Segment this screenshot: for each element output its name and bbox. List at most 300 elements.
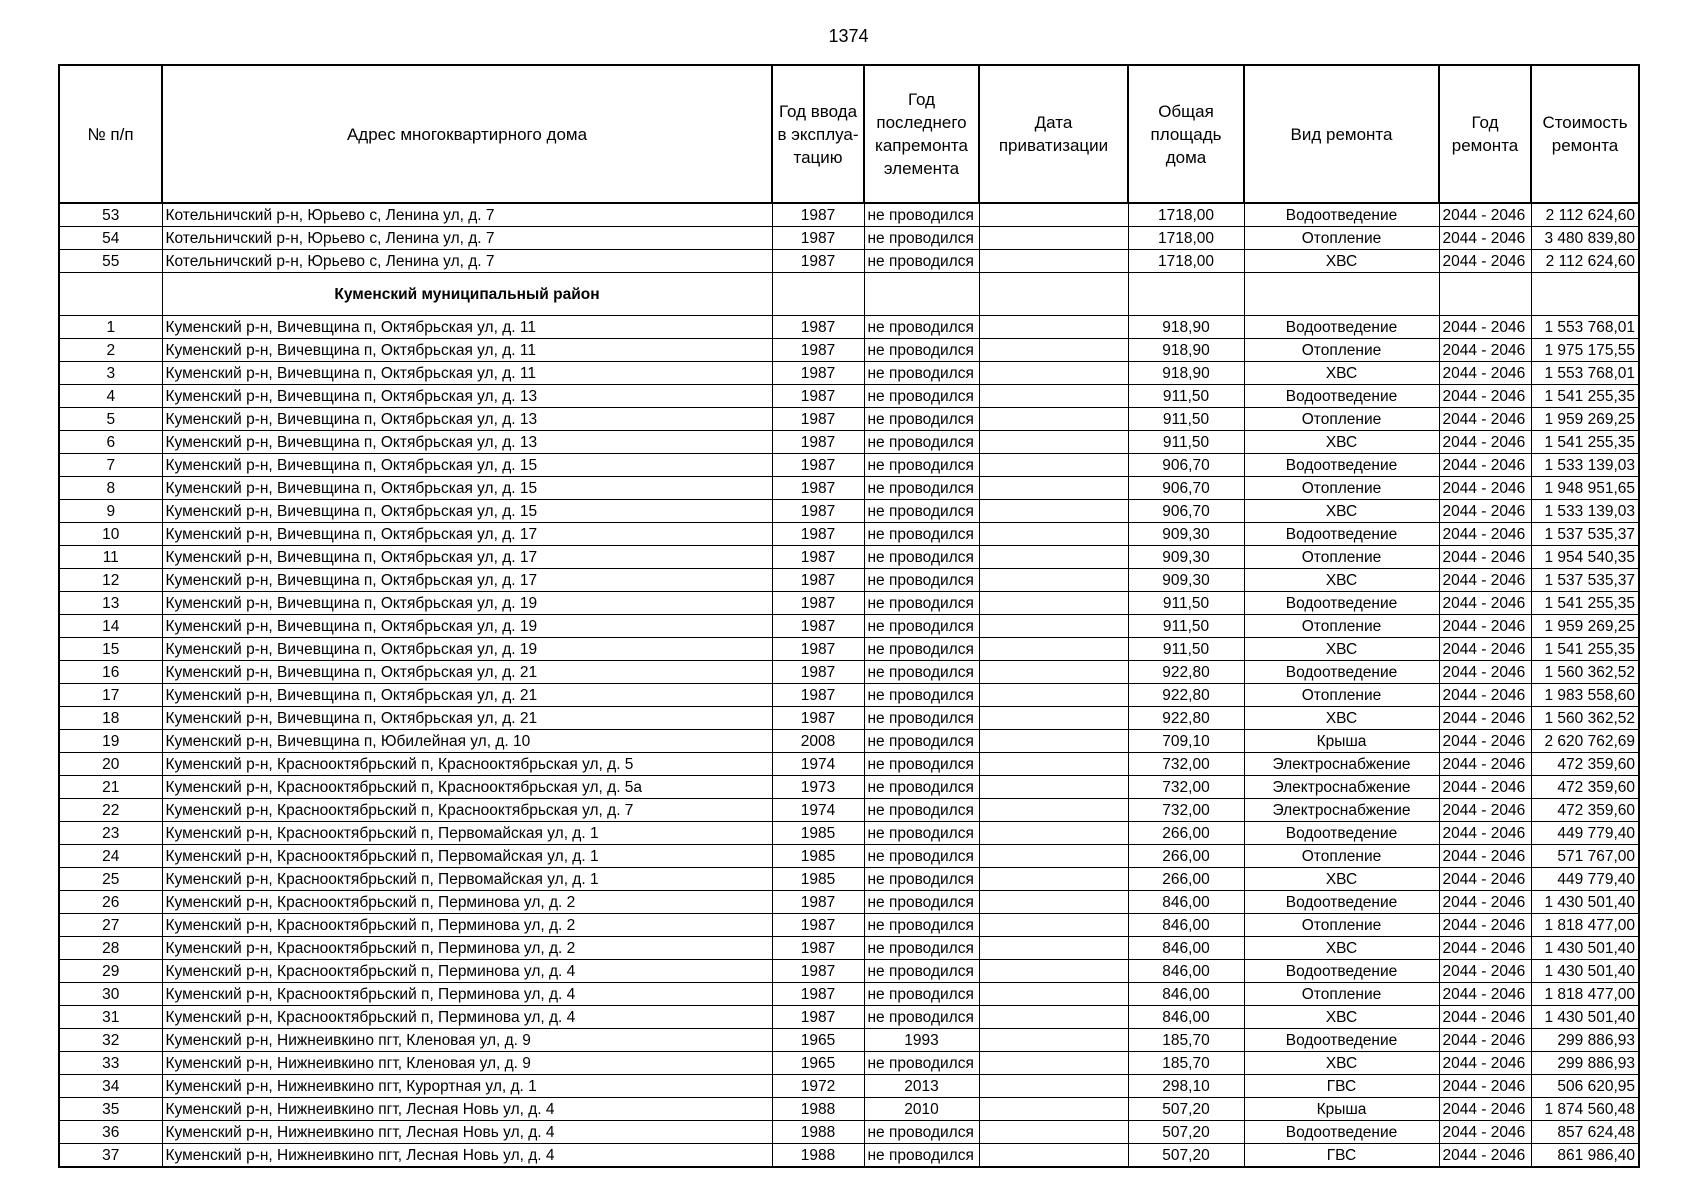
cell-repair-year: 2044 - 2046	[1439, 250, 1531, 273]
table-row	[59, 891, 1639, 914]
cell-area: 911,50	[1128, 615, 1244, 638]
table-row	[59, 799, 1639, 822]
cell-repair-type: ХВС	[1244, 707, 1439, 730]
cell-address: Куменский р-н, Нижнеивкино пгт, Курортная ул, д. 1	[162, 1075, 772, 1098]
cell-num: 10	[59, 523, 162, 546]
table-row	[59, 1144, 1639, 1168]
cell-address: Куменский р-н, Краснооктябрьский п, Перминова ул, д. 4	[162, 983, 772, 1006]
cell-area: 507,20	[1128, 1098, 1244, 1121]
cell-repair-year: 2044 - 2046	[1439, 983, 1531, 1006]
cell-cost: 1 553 768,01	[1531, 316, 1639, 339]
page-number: 1374	[828, 26, 869, 46]
section-empty-cell	[59, 273, 162, 316]
cell-repair-year: 2044 - 2046	[1439, 500, 1531, 523]
cell-area: 909,30	[1128, 569, 1244, 592]
cell-privatization	[979, 845, 1128, 868]
cell-repair-type: ХВС	[1244, 500, 1439, 523]
section-empty-cell	[979, 273, 1128, 316]
cell-cost: 472 359,60	[1531, 776, 1639, 799]
cell-privatization	[979, 316, 1128, 339]
section-empty-cell	[772, 273, 864, 316]
cell-area: 185,70	[1128, 1029, 1244, 1052]
cell-num: 16	[59, 661, 162, 684]
cell-area: 846,00	[1128, 937, 1244, 960]
cell-repair-year: 2044 - 2046	[1439, 937, 1531, 960]
cell-area: 846,00	[1128, 891, 1244, 914]
cell-area: 906,70	[1128, 477, 1244, 500]
table-row	[59, 730, 1639, 753]
cell-last-repair: не проводился	[864, 753, 979, 776]
cell-last-repair: не проводился	[864, 730, 979, 753]
cell-last-repair: не проводился	[864, 316, 979, 339]
cell-area: 266,00	[1128, 822, 1244, 845]
cell-area: 922,80	[1128, 661, 1244, 684]
cell-cost: 1 533 139,03	[1531, 454, 1639, 477]
cell-area: 909,30	[1128, 546, 1244, 569]
cell-repair-type: Отопление	[1244, 914, 1439, 937]
cell-privatization	[979, 914, 1128, 937]
table-row	[59, 615, 1639, 638]
cell-year-built: 1985	[772, 868, 864, 891]
table-row	[59, 1121, 1639, 1144]
cell-last-repair: 1993	[864, 1029, 979, 1052]
table-row	[59, 1006, 1639, 1029]
cell-last-repair: не проводился	[864, 983, 979, 1006]
cell-privatization	[979, 1052, 1128, 1075]
cell-repair-type: Отопление	[1244, 477, 1439, 500]
cell-cost: 449 779,40	[1531, 822, 1639, 845]
cell-repair-type: Водоотведение	[1244, 661, 1439, 684]
cell-address: Куменский р-н, Вичевщина п, Октябрьская ул, д. 15	[162, 477, 772, 500]
cell-num: 14	[59, 615, 162, 638]
cell-year-built: 1965	[772, 1052, 864, 1075]
cell-repair-type: Водоотведение	[1244, 316, 1439, 339]
cell-address: Куменский р-н, Вичевщина п, Октябрьская ул, д. 17	[162, 546, 772, 569]
cell-repair-type: Водоотведение	[1244, 1121, 1439, 1144]
cell-year-built: 1987	[772, 316, 864, 339]
cell-repair-year: 2044 - 2046	[1439, 362, 1531, 385]
cell-repair-year: 2044 - 2046	[1439, 707, 1531, 730]
cell-num: 29	[59, 960, 162, 983]
cell-repair-type: ХВС	[1244, 1006, 1439, 1029]
cell-repair-type: Водоотведение	[1244, 454, 1439, 477]
cell-cost: 861 986,40	[1531, 1144, 1639, 1168]
cell-repair-year: 2044 - 2046	[1439, 477, 1531, 500]
section-empty-cell	[1439, 273, 1531, 316]
cell-num: 6	[59, 431, 162, 454]
cell-last-repair: не проводился	[864, 1052, 979, 1075]
cell-last-repair: не проводился	[864, 569, 979, 592]
table-row	[59, 316, 1639, 339]
cell-address: Куменский р-н, Краснооктябрьский п, Краснооктябрьская ул, д. 5	[162, 753, 772, 776]
cell-cost: 1 959 269,25	[1531, 615, 1639, 638]
cell-num: 12	[59, 569, 162, 592]
cell-repair-year: 2044 - 2046	[1439, 454, 1531, 477]
cell-area: 909,30	[1128, 523, 1244, 546]
cell-repair-type: ГВС	[1244, 1144, 1439, 1168]
cell-year-built: 1973	[772, 776, 864, 799]
cell-address: Куменский р-н, Вичевщина п, Октябрьская ул, д. 19	[162, 592, 772, 615]
cell-privatization	[979, 500, 1128, 523]
cell-repair-year: 2044 - 2046	[1439, 799, 1531, 822]
header-repair-year: Год ремонта	[1439, 65, 1531, 203]
cell-year-built: 1987	[772, 250, 864, 273]
cell-cost: 1 560 362,52	[1531, 661, 1639, 684]
cell-area: 846,00	[1128, 1006, 1244, 1029]
cell-address: Куменский р-н, Вичевщина п, Октябрьская ул, д. 19	[162, 638, 772, 661]
cell-repair-year: 2044 - 2046	[1439, 431, 1531, 454]
cell-last-repair: не проводился	[864, 408, 979, 431]
cell-repair-type: ХВС	[1244, 569, 1439, 592]
cell-repair-type: Отопление	[1244, 684, 1439, 707]
cell-num: 3	[59, 362, 162, 385]
cell-year-built: 1987	[772, 960, 864, 983]
cell-cost: 1 560 362,52	[1531, 707, 1639, 730]
cell-repair-type: Отопление	[1244, 339, 1439, 362]
cell-repair-year: 2044 - 2046	[1439, 1052, 1531, 1075]
cell-repair-type: Отопление	[1244, 546, 1439, 569]
cell-privatization	[979, 227, 1128, 250]
cell-year-built: 1988	[772, 1121, 864, 1144]
cell-area: 1718,00	[1128, 203, 1244, 227]
cell-address: Куменский р-н, Краснооктябрьский п, Перминова ул, д. 2	[162, 937, 772, 960]
cell-last-repair: не проводился	[864, 1006, 979, 1029]
cell-address: Куменский р-н, Краснооктябрьский п, Краснооктябрьская ул, д. 5а	[162, 776, 772, 799]
cell-last-repair: не проводился	[864, 1144, 979, 1168]
table-row	[59, 339, 1639, 362]
cell-year-built: 2008	[772, 730, 864, 753]
cell-num: 11	[59, 546, 162, 569]
cell-cost: 299 886,93	[1531, 1052, 1639, 1075]
cell-last-repair: не проводился	[864, 227, 979, 250]
cell-privatization	[979, 776, 1128, 799]
cell-cost: 1 541 255,35	[1531, 638, 1639, 661]
cell-repair-type: ХВС	[1244, 431, 1439, 454]
cell-num: 31	[59, 1006, 162, 1029]
cell-repair-year: 2044 - 2046	[1439, 914, 1531, 937]
cell-num: 1	[59, 316, 162, 339]
header-privatization: Дата приватизации	[979, 65, 1128, 203]
cell-repair-year: 2044 - 2046	[1439, 1006, 1531, 1029]
cell-num: 8	[59, 477, 162, 500]
cell-num: 54	[59, 227, 162, 250]
cell-year-built: 1987	[772, 914, 864, 937]
cell-privatization	[979, 1121, 1128, 1144]
cell-privatization	[979, 730, 1128, 753]
cell-last-repair: не проводился	[864, 684, 979, 707]
cell-address: Куменский р-н, Вичевщина п, Октябрьская ул, д. 17	[162, 523, 772, 546]
table-row	[59, 914, 1639, 937]
cell-repair-type: ХВС	[1244, 362, 1439, 385]
cell-year-built: 1987	[772, 661, 864, 684]
cell-year-built: 1987	[772, 983, 864, 1006]
cell-num: 35	[59, 1098, 162, 1121]
cell-repair-year: 2044 - 2046	[1439, 868, 1531, 891]
cell-repair-type: Отопление	[1244, 845, 1439, 868]
cell-address: Куменский р-н, Краснооктябрьский п, Перминова ул, д. 2	[162, 891, 772, 914]
table-row	[59, 569, 1639, 592]
cell-repair-type: ХВС	[1244, 868, 1439, 891]
cell-num: 28	[59, 937, 162, 960]
cell-num: 17	[59, 684, 162, 707]
cell-address: Куменский р-н, Вичевщина п, Октябрьская ул, д. 13	[162, 408, 772, 431]
cell-address: Куменский р-н, Вичевщина п, Октябрьская ул, д. 21	[162, 707, 772, 730]
cell-last-repair: не проводился	[864, 431, 979, 454]
cell-privatization	[979, 339, 1128, 362]
table-row	[59, 408, 1639, 431]
cell-year-built: 1985	[772, 822, 864, 845]
cell-year-built: 1987	[772, 592, 864, 615]
repair-register-table	[58, 64, 1640, 1168]
cell-area: 1718,00	[1128, 250, 1244, 273]
cell-privatization	[979, 960, 1128, 983]
cell-privatization	[979, 868, 1128, 891]
cell-privatization	[979, 1006, 1128, 1029]
cell-privatization	[979, 983, 1128, 1006]
table-header	[59, 65, 1639, 203]
cell-last-repair: не проводился	[864, 638, 979, 661]
cell-cost: 449 779,40	[1531, 868, 1639, 891]
cell-last-repair: не проводился	[864, 707, 979, 730]
cell-last-repair: не проводился	[864, 339, 979, 362]
cell-last-repair: не проводился	[864, 592, 979, 615]
cell-privatization	[979, 523, 1128, 546]
cell-cost: 1 553 768,01	[1531, 362, 1639, 385]
cell-address: Котельничский р-н, Юрьево с, Ленина ул, д. 7	[162, 203, 772, 227]
cell-address: Куменский р-н, Вичевщина п, Октябрьская ул, д. 21	[162, 684, 772, 707]
cell-last-repair: 2010	[864, 1098, 979, 1121]
cell-year-built: 1987	[772, 227, 864, 250]
cell-repair-type: Водоотведение	[1244, 960, 1439, 983]
cell-year-built: 1987	[772, 569, 864, 592]
cell-privatization	[979, 454, 1128, 477]
cell-repair-year: 2044 - 2046	[1439, 661, 1531, 684]
cell-last-repair: не проводился	[864, 891, 979, 914]
cell-cost: 857 624,48	[1531, 1121, 1639, 1144]
cell-area: 1718,00	[1128, 227, 1244, 250]
cell-year-built: 1974	[772, 753, 864, 776]
cell-year-built: 1987	[772, 339, 864, 362]
cell-cost: 1 948 951,65	[1531, 477, 1639, 500]
header-cost: Стоимость ремонта	[1531, 65, 1639, 203]
cell-cost: 1 541 255,35	[1531, 385, 1639, 408]
cell-cost: 571 767,00	[1531, 845, 1639, 868]
cell-repair-type: Водоотведение	[1244, 822, 1439, 845]
cell-privatization	[979, 799, 1128, 822]
cell-last-repair: не проводился	[864, 203, 979, 227]
cell-address: Куменский р-н, Нижнеивкино пгт, Кленовая ул, д. 9	[162, 1052, 772, 1075]
cell-area: 298,10	[1128, 1075, 1244, 1098]
cell-address: Куменский р-н, Вичевщина п, Октябрьская ул, д. 11	[162, 316, 772, 339]
cell-privatization	[979, 385, 1128, 408]
cell-cost: 1 874 560,48	[1531, 1098, 1639, 1121]
cell-num: 5	[59, 408, 162, 431]
table-row	[59, 385, 1639, 408]
cell-cost: 1 537 535,37	[1531, 569, 1639, 592]
header-repair-type: Вид ремонта	[1244, 65, 1439, 203]
table-row	[59, 753, 1639, 776]
cell-privatization	[979, 1098, 1128, 1121]
cell-repair-type: Электроснабжение	[1244, 776, 1439, 799]
table-row	[59, 546, 1639, 569]
cell-cost: 472 359,60	[1531, 753, 1639, 776]
cell-address: Котельничский р-н, Юрьево с, Ленина ул, д. 7	[162, 250, 772, 273]
cell-address: Куменский р-н, Вичевщина п, Октябрьская ул, д. 19	[162, 615, 772, 638]
cell-year-built: 1987	[772, 385, 864, 408]
cell-area: 732,00	[1128, 753, 1244, 776]
cell-cost: 506 620,95	[1531, 1075, 1639, 1098]
cell-privatization	[979, 891, 1128, 914]
cell-year-built: 1987	[772, 684, 864, 707]
cell-area: 846,00	[1128, 960, 1244, 983]
cell-repair-type: Крыша	[1244, 730, 1439, 753]
cell-cost: 1 818 477,00	[1531, 983, 1639, 1006]
cell-address: Куменский р-н, Вичевщина п, Октябрьская ул, д. 15	[162, 454, 772, 477]
cell-year-built: 1987	[772, 408, 864, 431]
cell-num: 53	[59, 203, 162, 227]
table-row	[59, 776, 1639, 799]
cell-address: Куменский р-н, Нижнеивкино пгт, Лесная Новь ул, д. 4	[162, 1144, 772, 1168]
cell-year-built: 1987	[772, 937, 864, 960]
cell-year-built: 1987	[772, 454, 864, 477]
cell-year-built: 1987	[772, 638, 864, 661]
cell-area: 906,70	[1128, 500, 1244, 523]
cell-repair-year: 2044 - 2046	[1439, 776, 1531, 799]
cell-repair-year: 2044 - 2046	[1439, 569, 1531, 592]
cell-address: Куменский р-н, Вичевщина п, Октябрьская ул, д. 17	[162, 569, 772, 592]
cell-repair-year: 2044 - 2046	[1439, 227, 1531, 250]
cell-num: 19	[59, 730, 162, 753]
cell-repair-year: 2044 - 2046	[1439, 753, 1531, 776]
header-num: № п/п	[59, 65, 162, 203]
cell-year-built: 1972	[772, 1075, 864, 1098]
cell-repair-year: 2044 - 2046	[1439, 730, 1531, 753]
cell-num: 26	[59, 891, 162, 914]
cell-repair-type: Электроснабжение	[1244, 753, 1439, 776]
cell-last-repair: не проводился	[864, 250, 979, 273]
table-row	[59, 454, 1639, 477]
cell-repair-type: Водоотведение	[1244, 592, 1439, 615]
cell-repair-type: Крыша	[1244, 1098, 1439, 1121]
cell-year-built: 1987	[772, 523, 864, 546]
cell-repair-type: Отопление	[1244, 983, 1439, 1006]
cell-cost: 1 537 535,37	[1531, 523, 1639, 546]
cell-last-repair: не проводился	[864, 822, 979, 845]
cell-last-repair: не проводился	[864, 937, 979, 960]
cell-address: Куменский р-н, Нижнеивкино пгт, Кленовая ул, д. 9	[162, 1029, 772, 1052]
cell-num: 23	[59, 822, 162, 845]
cell-last-repair: не проводился	[864, 868, 979, 891]
cell-repair-year: 2044 - 2046	[1439, 592, 1531, 615]
cell-year-built: 1974	[772, 799, 864, 822]
cell-area: 918,90	[1128, 316, 1244, 339]
cell-privatization	[979, 569, 1128, 592]
cell-num: 2	[59, 339, 162, 362]
table-row	[59, 227, 1639, 250]
header-row	[59, 65, 1639, 203]
cell-last-repair: не проводился	[864, 454, 979, 477]
cell-privatization	[979, 546, 1128, 569]
cell-cost: 2 112 624,60	[1531, 203, 1639, 227]
cell-cost: 1 959 269,25	[1531, 408, 1639, 431]
cell-repair-year: 2044 - 2046	[1439, 1029, 1531, 1052]
cell-privatization	[979, 592, 1128, 615]
cell-cost: 1 983 558,60	[1531, 684, 1639, 707]
cell-num: 34	[59, 1075, 162, 1098]
cell-address: Куменский р-н, Краснооктябрьский п, Перминова ул, д. 4	[162, 960, 772, 983]
cell-area: 507,20	[1128, 1121, 1244, 1144]
cell-address: Куменский р-н, Вичевщина п, Юбилейная ул, д. 10	[162, 730, 772, 753]
cell-year-built: 1985	[772, 845, 864, 868]
cell-privatization	[979, 1029, 1128, 1052]
cell-repair-year: 2044 - 2046	[1439, 546, 1531, 569]
cell-area: 911,50	[1128, 638, 1244, 661]
cell-num: 7	[59, 454, 162, 477]
cell-num: 13	[59, 592, 162, 615]
section-empty-cell	[864, 273, 979, 316]
cell-repair-year: 2044 - 2046	[1439, 845, 1531, 868]
cell-num: 4	[59, 385, 162, 408]
cell-repair-type: Отопление	[1244, 408, 1439, 431]
table-row	[59, 937, 1639, 960]
cell-cost: 299 886,93	[1531, 1029, 1639, 1052]
cell-address: Куменский р-н, Краснооктябрьский п, Первомайская ул, д. 1	[162, 845, 772, 868]
cell-area: 911,50	[1128, 385, 1244, 408]
cell-area: 507,20	[1128, 1144, 1244, 1168]
cell-year-built: 1988	[772, 1144, 864, 1168]
cell-num: 25	[59, 868, 162, 891]
cell-num: 18	[59, 707, 162, 730]
table-row	[59, 661, 1639, 684]
cell-cost: 1 975 175,55	[1531, 339, 1639, 362]
cell-repair-year: 2044 - 2046	[1439, 684, 1531, 707]
cell-repair-year: 2044 - 2046	[1439, 203, 1531, 227]
cell-repair-type: Водоотведение	[1244, 523, 1439, 546]
cell-address: Куменский р-н, Краснооктябрьский п, Первомайская ул, д. 1	[162, 822, 772, 845]
section-title: Куменский муниципальный район	[162, 273, 772, 316]
cell-repair-year: 2044 - 2046	[1439, 638, 1531, 661]
cell-address: Куменский р-н, Краснооктябрьский п, Краснооктябрьская ул, д. 7	[162, 799, 772, 822]
cell-num: 32	[59, 1029, 162, 1052]
cell-cost: 1 430 501,40	[1531, 960, 1639, 983]
cell-repair-year: 2044 - 2046	[1439, 615, 1531, 638]
section-empty-cell	[1128, 273, 1244, 316]
cell-year-built: 1987	[772, 362, 864, 385]
cell-repair-year: 2044 - 2046	[1439, 316, 1531, 339]
cell-cost: 1 533 139,03	[1531, 500, 1639, 523]
cell-address: Куменский р-н, Вичевщина п, Октябрьская ул, д. 15	[162, 500, 772, 523]
cell-cost: 1 430 501,40	[1531, 1006, 1639, 1029]
cell-repair-type: ХВС	[1244, 937, 1439, 960]
cell-year-built: 1987	[772, 891, 864, 914]
cell-address: Куменский р-н, Краснооктябрьский п, Первомайская ул, д. 1	[162, 868, 772, 891]
cell-repair-type: Отопление	[1244, 227, 1439, 250]
cell-area: 922,80	[1128, 707, 1244, 730]
cell-last-repair: не проводился	[864, 385, 979, 408]
cell-year-built: 1988	[772, 1098, 864, 1121]
cell-last-repair: не проводился	[864, 914, 979, 937]
cell-year-built: 1987	[772, 546, 864, 569]
table-row	[59, 983, 1639, 1006]
cell-repair-year: 2044 - 2046	[1439, 408, 1531, 431]
cell-address: Куменский р-н, Вичевщина п, Октябрьская ул, д. 13	[162, 431, 772, 454]
table-row	[59, 362, 1639, 385]
cell-repair-year: 2044 - 2046	[1439, 385, 1531, 408]
cell-num: 24	[59, 845, 162, 868]
cell-year-built: 1987	[772, 1006, 864, 1029]
table-row	[59, 638, 1639, 661]
cell-area: 266,00	[1128, 868, 1244, 891]
